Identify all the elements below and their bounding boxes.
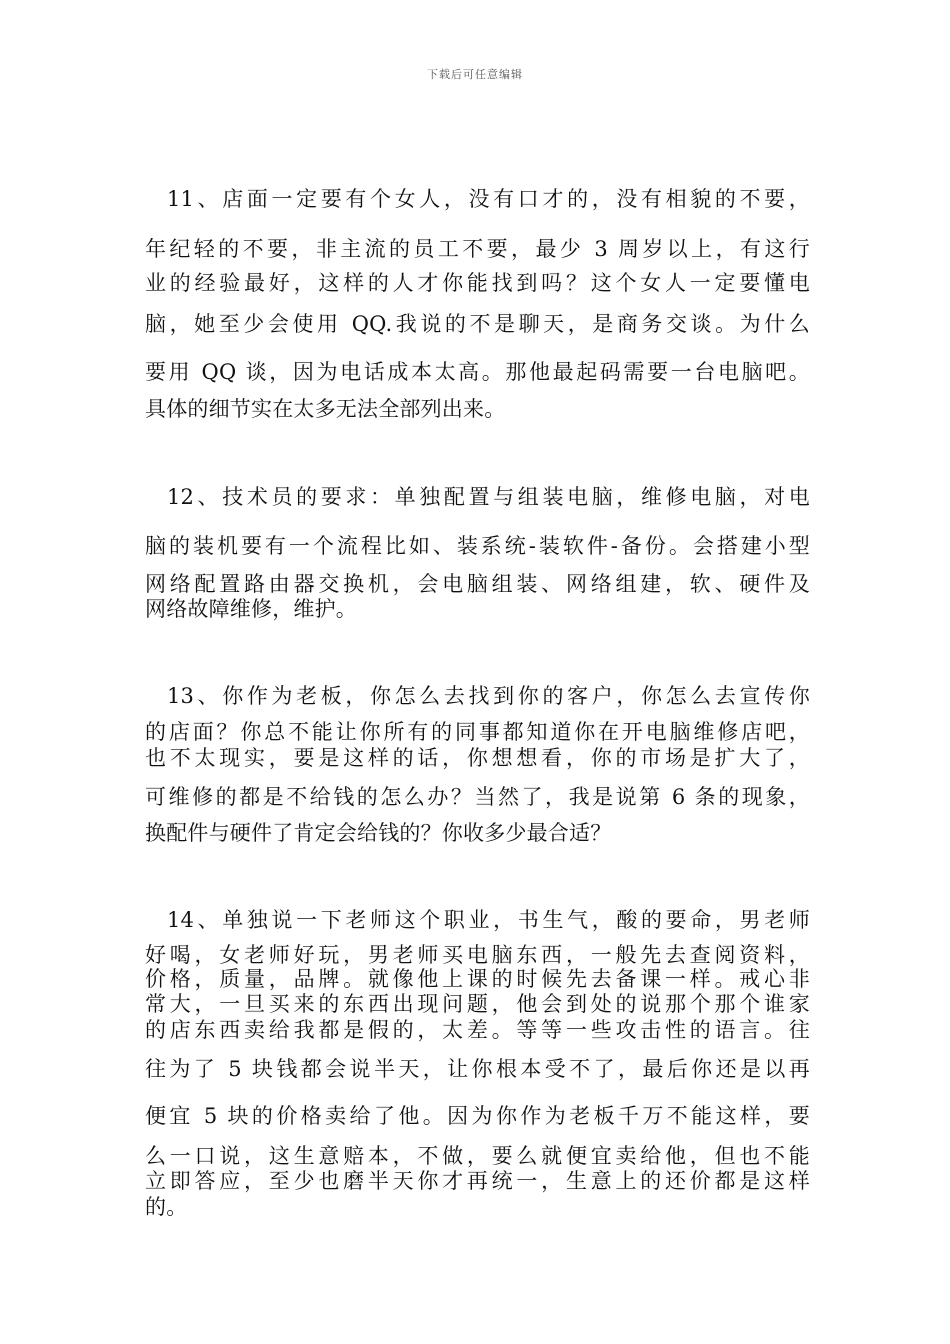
paragraph-11-line-4: 脑，她至少会使用 QQ.我说的不是聊天，是商务交谈。为什么: [145, 312, 810, 336]
paragraph-13-line-2: 的店面？你总不能让你所有的同事都知道你在开电脑维修店吧，: [145, 720, 810, 744]
paragraph-13-line-4: 可维修的都是不给钱的怎么办？当然了，我是说第 6 条的现象，: [145, 785, 810, 809]
paragraph-14-line-7: 便宜 5 块的价格卖给了他。因为你作为老板千万不能这样，要: [145, 1104, 810, 1128]
paragraph-14-line-2: 好喝，女老师好玩，男老师买电脑东西，一般先去查阅资料，: [145, 943, 810, 967]
paragraph-14-line-8: 么一口说，这生意赔本，不做，要么就便宜卖给他，但也不能: [145, 1144, 810, 1168]
page-header: 下载后可任意编辑: [427, 68, 523, 81]
paragraph-14-line-1: 14、单独说一下老师这个职业，书生气，酸的要命，男老师: [167, 908, 810, 932]
paragraph-14-line-6: 往为了 5 块钱都会说半天，让你根本受不了，最后你还是以再: [145, 1057, 810, 1081]
paragraph-12-line-3: 网络配置路由器交换机，会电脑组装、网络组建，软、硬件及: [145, 572, 810, 596]
paragraph-13-line-5: 换配件与硬件了肯定会给钱的？你收多少最合适？: [145, 821, 612, 845]
paragraph-12-line-2: 脑的装机要有一个流程比如、装系统-装软件-备份。会搭建小型: [145, 534, 810, 558]
paragraph-12-line-1: 12、技术员的要求：单独配置与组装电脑，维修电脑，对电: [167, 485, 810, 509]
paragraph-13-line-3: 也不太现实，要是这样的话，你想想看，你的市场是扩大了，: [145, 746, 810, 770]
paragraph-14-line-5: 的店东西卖给我都是假的，太差。等等一些攻击性的语言。往: [145, 1018, 810, 1042]
paragraph-14-line-4: 常大，一旦买来的东西出现问题，他会到处的说那个那个谁家: [145, 992, 810, 1016]
paragraph-11-line-1: 11、店面一定要有个女人，没有口才的，没有相貌的不要，: [167, 187, 810, 211]
paragraph-12-line-4: 网络故障维修，维护。: [145, 597, 357, 621]
paragraph-11-line-3: 业的经验最好，这样的人才你能找到吗？这个女人一定要懂电: [145, 271, 810, 295]
paragraph-13-line-1: 13、你作为老板，你怎么去找到你的客户，你怎么去宣传你: [167, 684, 810, 708]
paragraph-11-line-6: 具体的细节实在太多无法全部列出来。: [145, 397, 506, 421]
paragraph-14-line-3: 价格，质量，品牌。就像他上课的时候先去备课一样。戒心非: [145, 967, 810, 991]
paragraph-14-line-10: 的。: [145, 1195, 188, 1219]
paragraph-11-line-5: 要用 QQ 谈，因为电话成本太高。那他最起码需要一台电脑吧。: [145, 360, 810, 384]
paragraph-14-line-9: 立即答应，至少也磨半天你才再统一，生意上的还价都是这样: [145, 1169, 810, 1193]
paragraph-11-line-2: 年纪轻的不要，非主流的员工不要，最少 3 周岁以上，有这行: [145, 237, 810, 261]
